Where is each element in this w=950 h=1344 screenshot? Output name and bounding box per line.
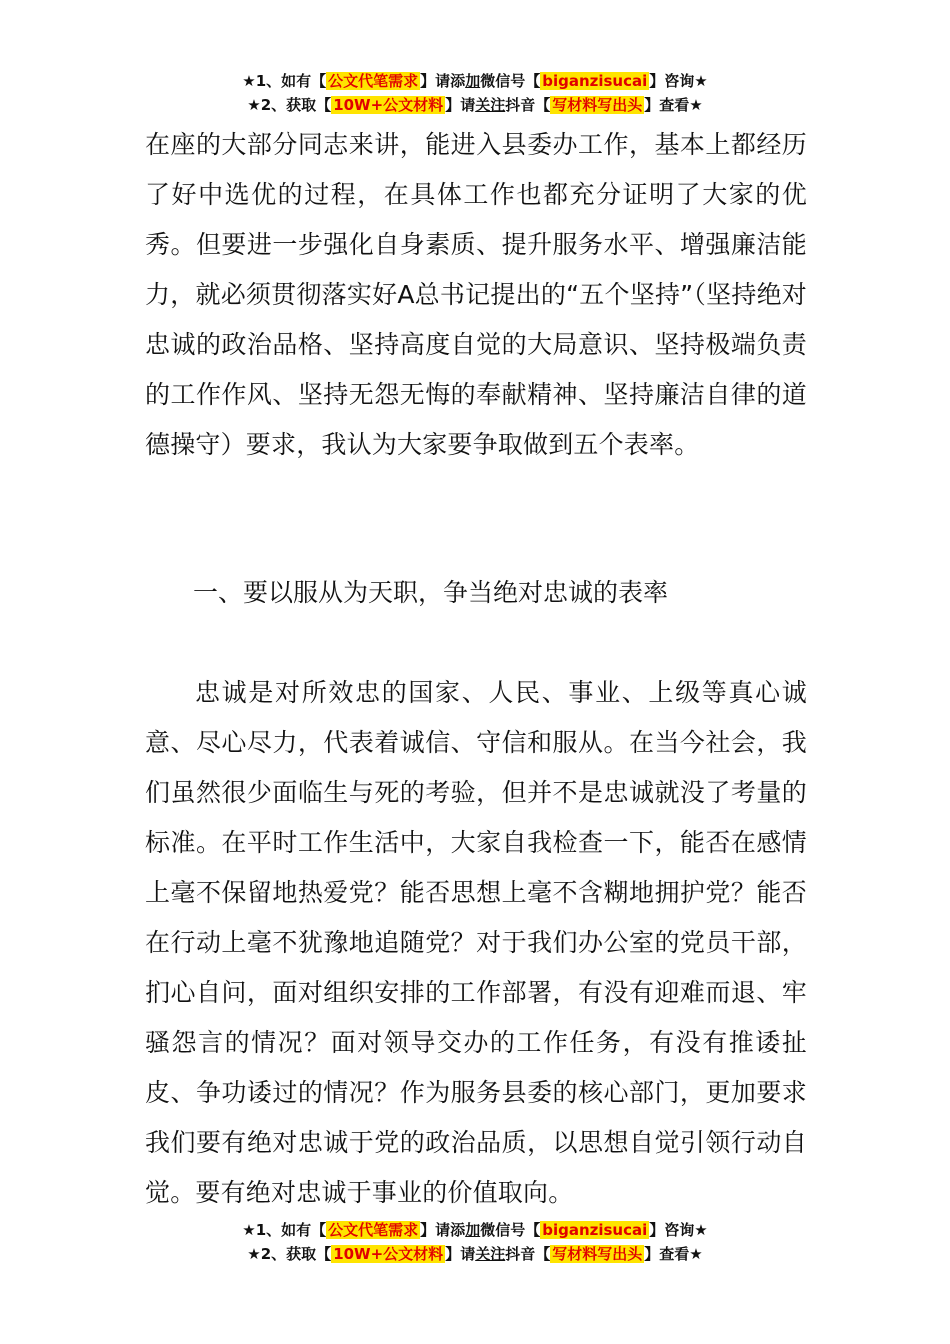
promo-text: 】咨询★ <box>649 72 708 90</box>
promo-underline: 关注 <box>475 1245 506 1263</box>
body-paragraph-1: 在座的大部分同志来讲，能进入县委办工作，基本上都经历了好中选优的过程，在具体工作也都充分证明了大家的优秀。但要进一步强化自身素质、提升服务水平、增强廉洁能力，就必须贯彻落实好A总书记提出的“五个坚持”（坚持绝对忠诚的政治品格、坚持高度自觉的大局意识、坚持极端负责的工作作风、坚持无怨无悔的奉献精神、坚持廉洁自律的道德操守）要求，我认为大家要争取做到五个表率。 <box>145 130 807 459</box>
promo-highlight-wechat: biganzisucai <box>542 72 648 90</box>
promo-underline: 加 <box>465 72 481 90</box>
promo-underline: 加 <box>465 1221 481 1239</box>
promo-text: 抖音【 <box>505 96 551 114</box>
promo-text: 】请 <box>445 1245 476 1263</box>
promo-highlight: 10W+公文材料 <box>333 1245 444 1263</box>
body-paragraph-2: 忠诚是对所效忠的国家、人民、事业、上级等真心诚意、尽心尽力，代表着诚信、守信和服从。在当今社会，我们虽然很少面临生与死的考验，但并不是忠诚就没了考量的标准。在平时工作生活中，大家自我检查一下，能否在感情上毫不保留地热爱党？能否思想上毫不含糊地拥护党？能否在行动上毫不犹豫地追随党？对于我们办公室的党员干部，扪心自问，面对组织安排的工作部署，有没有迎难而退、牢骚怨言的情况？面对领导交办的工作任务，有没有推诿扯皮、争功诿过的情况？作为服务县委的核心部门，更加要求我们要有绝对忠诚于党的政治品质，以思想自觉引领行动自觉。要有绝对忠诚于事业的价值取向。 <box>145 678 807 1207</box>
promo-highlight-douyin: 写材料写出头 <box>552 1245 643 1263</box>
promo-highlight: 公文代笔需求 <box>328 1221 419 1239</box>
promo-text: 】请添 <box>420 1221 466 1239</box>
promo-highlight-wechat: biganzisucai <box>542 1221 648 1239</box>
promo-line-1 <box>0 69 950 93</box>
footer-promo-banner <box>0 1218 950 1266</box>
promo-text: ★2、获取【 <box>247 96 332 114</box>
promo-text: 】请 <box>445 96 476 114</box>
promo-text: 】请添 <box>420 72 466 90</box>
promo-text: 】咨询★ <box>649 1221 708 1239</box>
section-heading-1: 一、要以服从为天职，争当绝对忠诚的表率 <box>193 578 669 607</box>
promo-line-2 <box>0 1242 950 1266</box>
promo-text: 】查看★ <box>644 1245 703 1263</box>
promo-highlight: 10W+公文材料 <box>333 96 444 114</box>
promo-text: 】查看★ <box>644 96 703 114</box>
promo-highlight-douyin: 写材料写出头 <box>552 96 643 114</box>
promo-text: 微信号【 <box>480 72 541 90</box>
promo-text: 微信号【 <box>480 1221 541 1239</box>
promo-highlight: 公文代笔需求 <box>328 72 419 90</box>
header-promo-banner <box>0 69 950 117</box>
promo-line-1 <box>0 1218 950 1242</box>
promo-text: ★2、获取【 <box>247 1245 332 1263</box>
promo-text: 抖音【 <box>505 1245 551 1263</box>
promo-text: ★1、如有【 <box>242 72 327 90</box>
promo-line-2 <box>0 93 950 117</box>
promo-text: ★1、如有【 <box>242 1221 327 1239</box>
promo-underline: 关注 <box>475 96 506 114</box>
